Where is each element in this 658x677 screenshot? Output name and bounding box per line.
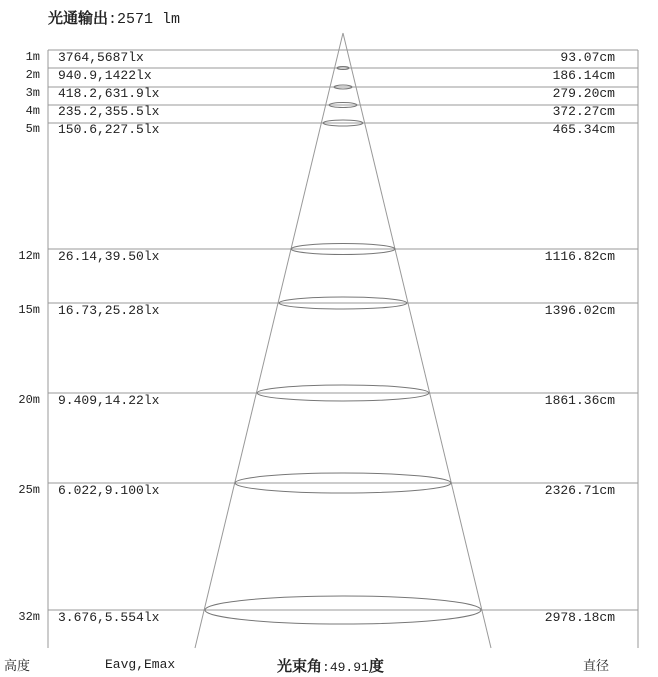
height-label: 5m xyxy=(25,122,40,136)
cone-right-edge xyxy=(343,33,491,648)
diameter-value: 2326.71cm xyxy=(544,483,615,498)
diameter-value: 186.14cm xyxy=(552,68,615,83)
height-label: 1m xyxy=(25,50,40,64)
height-label: 3m xyxy=(25,86,40,100)
beam-angle-unit: 度 xyxy=(368,657,384,675)
diameter-value: 2978.18cm xyxy=(544,610,615,625)
luminous-flux-value: :2571 lm xyxy=(108,11,181,28)
cone-left-edge xyxy=(195,33,343,648)
diameter-value: 93.07cm xyxy=(560,50,615,65)
diameter-value: 465.34cm xyxy=(552,122,615,137)
beam-angle-value: :49.91 xyxy=(322,660,369,675)
height-label: 20m xyxy=(18,393,40,407)
illuminance-value: 6.022,9.100lx xyxy=(58,483,160,498)
illuminance-value: 150.6,227.5lx xyxy=(58,122,160,137)
illuminance-value: 26.14,39.50lx xyxy=(58,249,160,264)
diameter-value: 372.27cm xyxy=(552,104,615,119)
diameter-value: 279.20cm xyxy=(552,86,615,101)
illuminance-value: 418.2,631.9lx xyxy=(58,86,160,101)
eavg-emax-column-label: Eavg,Emax xyxy=(105,657,176,672)
luminous-flux-label: 光通输出 xyxy=(48,9,109,27)
illuminance-value: 3.676,5.554lx xyxy=(58,610,160,625)
illuminance-value: 940.9,1422lx xyxy=(58,68,152,83)
height-label: 15m xyxy=(18,303,40,317)
height-label: 2m xyxy=(25,68,40,82)
height-label: 12m xyxy=(18,249,40,263)
height-label: 25m xyxy=(18,483,40,497)
beam-angle-title: 光束角 xyxy=(277,657,323,675)
height-label: 32m xyxy=(18,610,40,624)
illuminance-value: 9.409,14.22lx xyxy=(58,393,160,408)
diameter-value: 1396.02cm xyxy=(544,303,615,318)
diameter-value: 1116.82cm xyxy=(544,249,615,264)
height-label: 4m xyxy=(25,104,40,118)
beam-angle-label xyxy=(277,655,384,676)
illuminance-value: 16.73,25.28lx xyxy=(58,303,160,318)
diameter-column-label: 直径 xyxy=(583,659,610,674)
illuminance-value: 235.2,355.5lx xyxy=(58,104,160,119)
diameter-value: 1861.36cm xyxy=(544,393,615,408)
illuminance-value: 3764,5687lx xyxy=(58,50,144,65)
height-column-label: 高度 xyxy=(4,659,31,674)
